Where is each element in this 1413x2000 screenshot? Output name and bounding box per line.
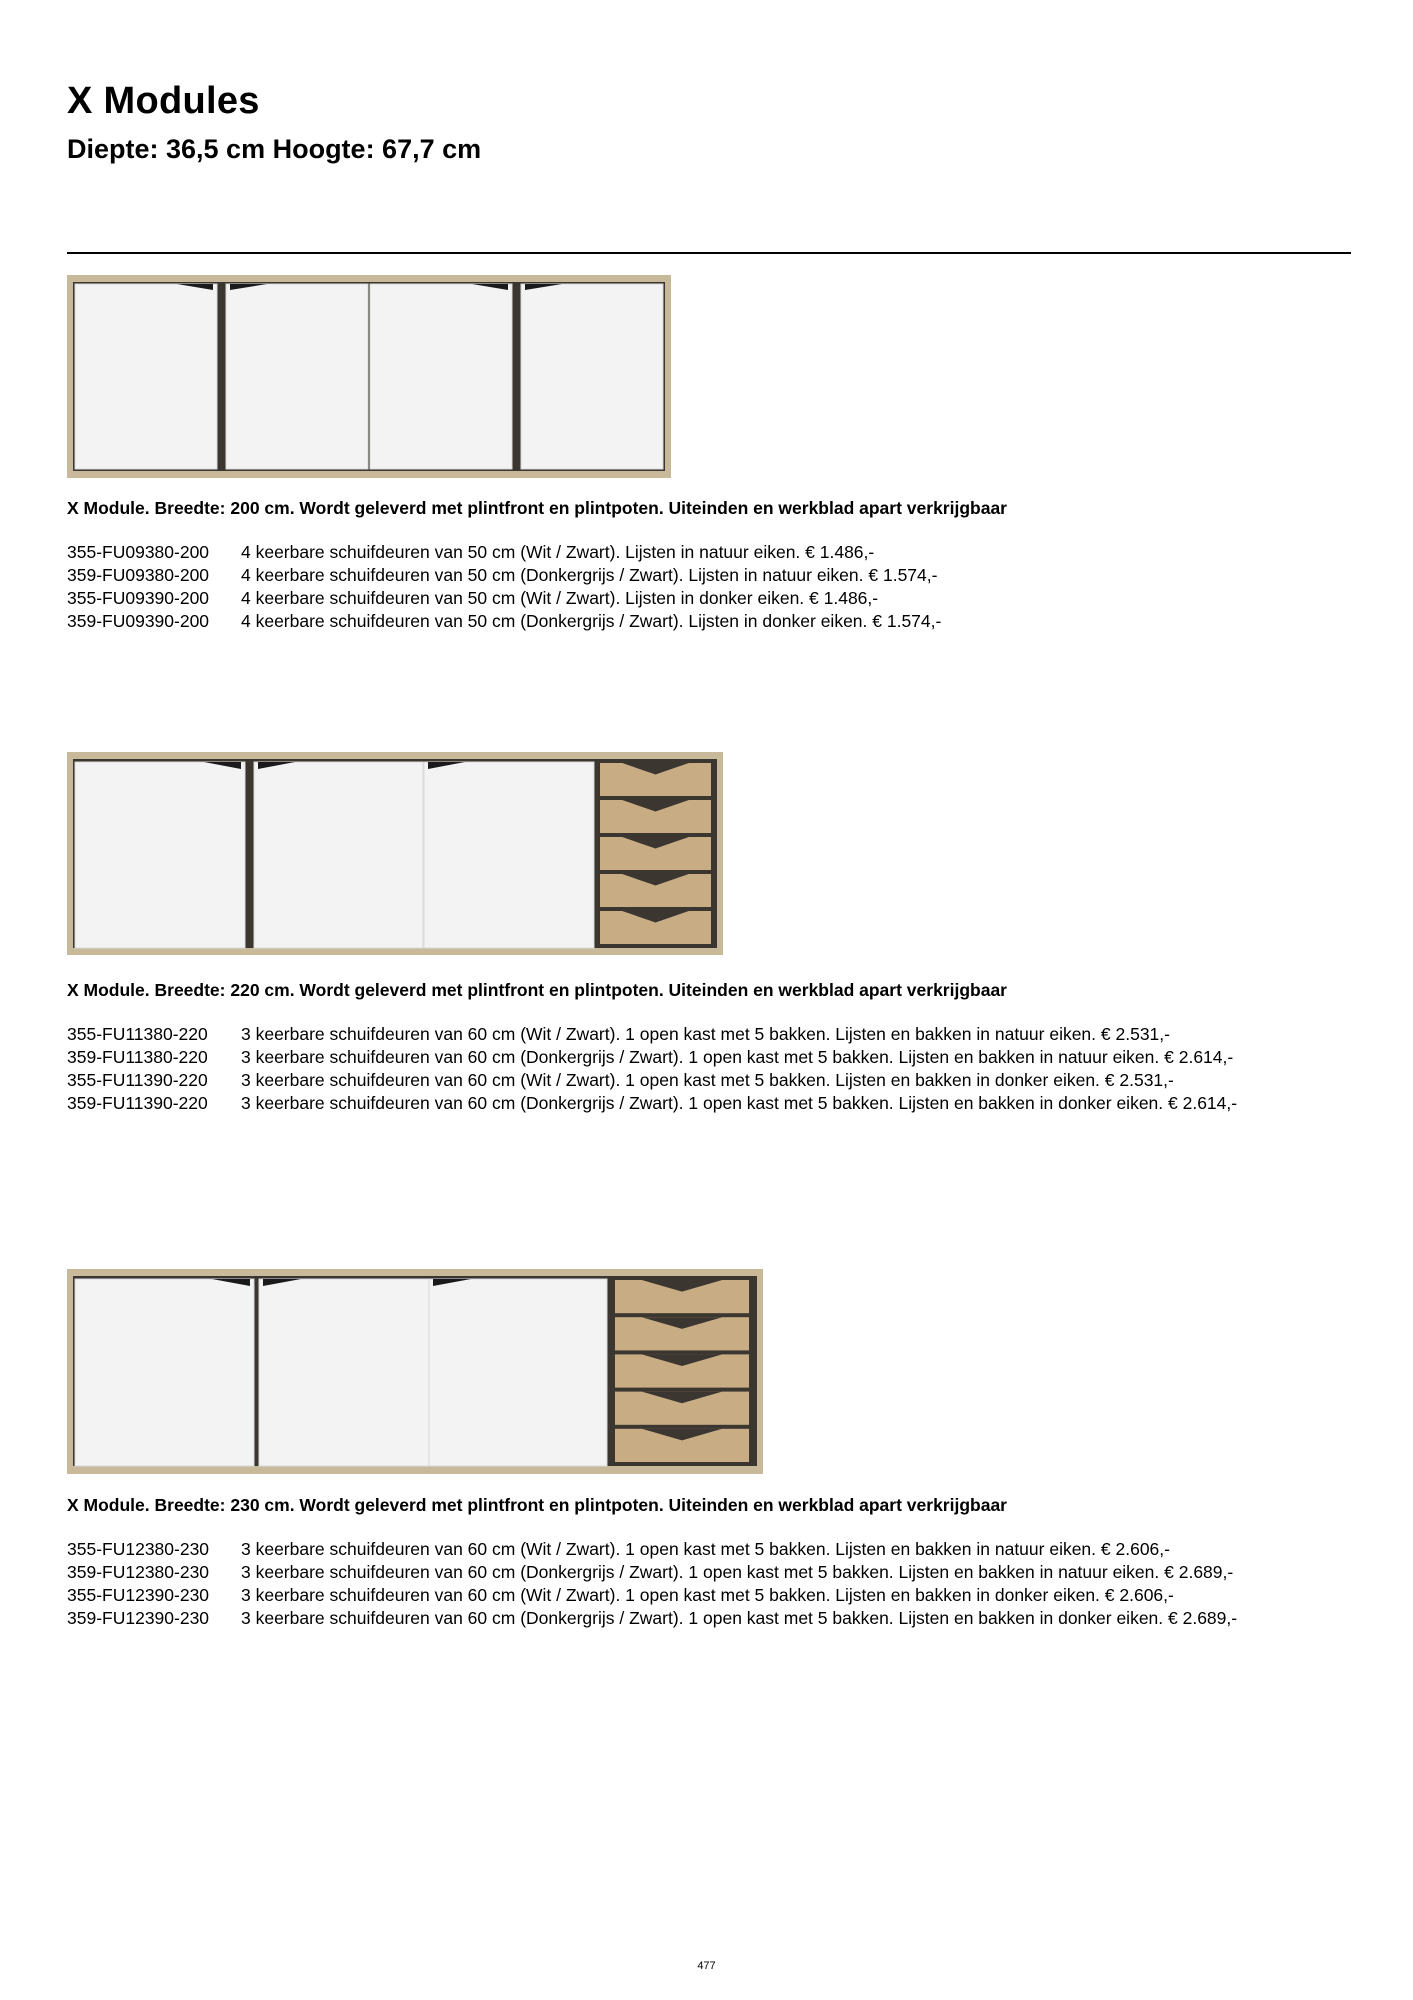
sliding-door [75, 284, 217, 469]
variant-description: 4 keerbare schuifdeuren van 50 cm (Wit / Zwart). Lijsten in donker eiken. € 1.486,- [241, 588, 879, 608]
product-200cm [67, 272, 1357, 632]
variant-description: 3 keerbare schuifdeuren van 60 cm (Donkergrijs / Zwart). 1 open kast met 5 bakken. Lijsten en bakken in donker eiken. € 2.614,- [241, 1093, 1238, 1113]
variant-code: 359-FU12380-230 [67, 1562, 210, 1582]
product-230cm [67, 1269, 1357, 1639]
variant-row [67, 1047, 1237, 1070]
tray-stack [615, 1280, 749, 1462]
variant-row [67, 1539, 1237, 1562]
variant-description: 4 keerbare schuifdeuren van 50 cm (Wit / Zwart). Lijsten in natuur eiken. € 1.486,- [241, 542, 875, 562]
sliding-door [259, 1279, 436, 1466]
variant-description: 3 keerbare schuifdeuren van 60 cm (Donkergrijs / Zwart). 1 open kast met 5 bakken. Lijsten en bakken in donker eiken. € 2.689,- [241, 1608, 1238, 1628]
page-number: 477 [697, 1960, 716, 1972]
variant-description: 3 keerbare schuifdeuren van 60 cm (Wit / Zwart). 1 open kast met 5 bakken. Lijsten en bakken in natuur eiken. € 2.606,- [241, 1539, 1170, 1559]
sliding-door [521, 284, 663, 469]
variant-description: 3 keerbare schuifdeuren van 60 cm (Donkergrijs / Zwart). 1 open kast met 5 bakken. Lijsten en bakken in natuur eiken. € 2.689,- [241, 1562, 1234, 1582]
variant-row [67, 1585, 1237, 1608]
variant-description: 4 keerbare schuifdeuren van 50 cm (Donkergrijs / Zwart). Lijsten in natuur eiken. € 1.574,- [241, 565, 938, 585]
variant-code: 355-FU12380-230 [67, 1539, 210, 1559]
variant-row [67, 1070, 1237, 1093]
variant-description: 3 keerbare schuifdeuren van 60 cm (Wit / Zwart). 1 open kast met 5 bakken. Lijsten en bakken in donker eiken. € 2.606,- [241, 1585, 1174, 1605]
product-heading: X Module. Breedte: 220 cm. Wordt geleverd met plintfront en plintpoten. Uiteinden en werkblad apart verkrijgbaar [67, 980, 1007, 1000]
variant-code: 355-FU11380-220 [67, 1024, 208, 1044]
variant-row [67, 1608, 1237, 1631]
sliding-door [226, 284, 368, 469]
variant-description: 4 keerbare schuifdeuren van 50 cm (Donkergrijs / Zwart). Lijsten in donker eiken. € 1.574,- [241, 611, 942, 631]
page-title: X Modules [67, 80, 260, 122]
sliding-door [429, 1279, 607, 1466]
variant-row [67, 1562, 1237, 1585]
variant-code: 359-FU11380-220 [67, 1047, 208, 1067]
variant-row [67, 565, 941, 588]
title-divider [67, 252, 1351, 254]
variant-row [67, 1093, 1237, 1116]
product-220cm [67, 752, 1357, 1122]
variant-code: 359-FU09390-200 [67, 611, 210, 631]
variant-description: 3 keerbare schuifdeuren van 60 cm (Wit / Zwart). 1 open kast met 5 bakken. Lijsten en bakken in donker eiken. € 2.531,- [241, 1070, 1174, 1090]
tray-stack [600, 763, 711, 944]
sideboard-230cm-image [67, 1269, 763, 1475]
variant-code: 355-FU09380-200 [67, 542, 210, 562]
sliding-door [370, 284, 512, 469]
sideboard-220cm-image [67, 752, 723, 956]
sideboard-200cm-image [67, 272, 671, 480]
variant-list [67, 1539, 1237, 1631]
variant-list [67, 542, 941, 634]
product-heading: X Module. Breedte: 200 cm. Wordt geleverd met plintfront en plintpoten. Uiteinden en werkblad apart verkrijgbaar [67, 498, 1007, 518]
variant-code: 359-FU12390-230 [67, 1608, 210, 1628]
variant-row [67, 1024, 1237, 1047]
variant-code: 359-FU11390-220 [67, 1093, 208, 1113]
sliding-door [75, 1279, 254, 1466]
variant-row [67, 588, 941, 611]
variant-row [67, 542, 941, 565]
sliding-door [254, 762, 423, 948]
sliding-door [75, 762, 245, 948]
variant-row [67, 611, 941, 634]
variant-code: 355-FU09390-200 [67, 588, 210, 608]
variant-code: 355-FU12390-230 [67, 1585, 210, 1605]
variant-code: 355-FU11390-220 [67, 1070, 208, 1090]
variant-list [67, 1024, 1237, 1116]
page-subtitle: Diepte: 36,5 cm Hoogte: 67,7 cm [67, 134, 482, 164]
variant-code: 359-FU09380-200 [67, 565, 210, 585]
sliding-door [424, 762, 594, 948]
product-heading: X Module. Breedte: 230 cm. Wordt geleverd met plintfront en plintpoten. Uiteinden en werkblad apart verkrijgbaar [67, 1495, 1007, 1515]
variant-description: 3 keerbare schuifdeuren van 60 cm (Donkergrijs / Zwart). 1 open kast met 5 bakken. Lijsten en bakken in natuur eiken. € 2.614,- [241, 1047, 1234, 1067]
variant-description: 3 keerbare schuifdeuren van 60 cm (Wit / Zwart). 1 open kast met 5 bakken. Lijsten en bakken in natuur eiken. € 2.531,- [241, 1024, 1170, 1044]
